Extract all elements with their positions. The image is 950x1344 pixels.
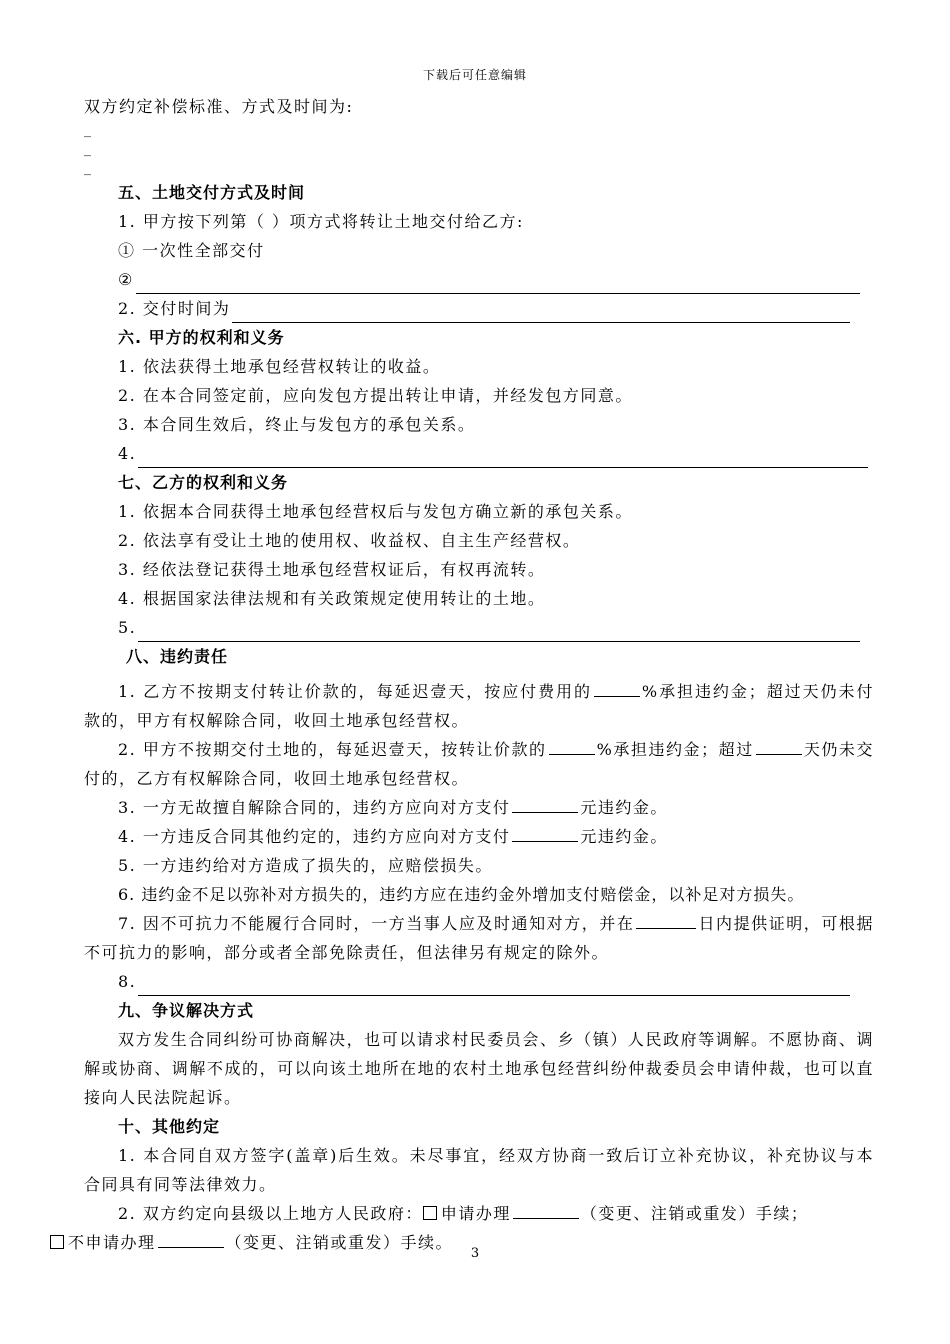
clause2-text-a: 2. 甲方不按期交付土地的，每延迟壹天，按转让价款的	[118, 740, 547, 759]
section7-item3: 3. 经依法登记获得土地承包经营权证后，有权再流转。	[118, 560, 546, 579]
clause8-blank[interactable]	[138, 977, 850, 996]
clause2-text-c: 天	[803, 740, 822, 759]
clause7-days-blank[interactable]	[636, 910, 696, 929]
section7-item1: 1. 依据本合同获得土地承包经营权后与发包方确立新的承包关系。	[118, 502, 633, 521]
clause4-amount-blank[interactable]	[512, 823, 578, 842]
section6-item4	[84, 439, 874, 468]
section8-clause8	[84, 967, 874, 996]
clause4-text-a: 4. 一方违反合同其他约定的，违约方应向对方支付	[118, 827, 511, 846]
section8-clause3	[84, 793, 874, 822]
delivery-time-label: 2. 交付时间为	[118, 299, 231, 318]
apply-blank[interactable]	[513, 1200, 579, 1219]
clause8-label: 8.	[118, 972, 137, 991]
section10-title: 十、其他约定	[118, 1117, 221, 1136]
clause2-text-b: %承担违约金；超过	[596, 740, 754, 759]
clause7-text-b: 日内提供证明，	[698, 914, 822, 933]
option2-blank[interactable]	[136, 275, 860, 294]
section6-title: 六. 甲方的权利和义务	[118, 328, 285, 347]
section6-item1: 1. 依法获得土地承包经营权转让的收益。	[118, 357, 441, 376]
header-watermark: 下载后可任意编辑	[422, 68, 527, 82]
delivery-time-blank[interactable]	[232, 304, 850, 323]
section6-item4-label: 4.	[118, 444, 137, 463]
intro-line: 双方约定补偿标准、方式及时间为:	[84, 97, 354, 116]
section7-item5-label: 5.	[118, 618, 137, 637]
section7-item5	[84, 613, 874, 642]
section5-option1: ① 一次性全部交付	[118, 241, 265, 260]
section5-option2	[84, 265, 874, 294]
clause3-text-b: 元违约金。	[580, 798, 668, 817]
section6-item2: 2. 在本合同签定前，应向发包方提出转让申请，并经发包方同意。	[118, 386, 633, 405]
section8-clause2	[84, 735, 874, 793]
apply-checkbox[interactable]	[423, 1206, 437, 1220]
section10-paragraph1: 1. 本合同自双方签字(盖章)后生效。未尽事宜，经双方协商一致后订立补充协议，补充协议与本合同具有同等法律效力。	[84, 1146, 874, 1194]
section5-title: 五、土地交付方式及时间	[118, 183, 306, 202]
clause3-amount-blank[interactable]	[512, 794, 578, 813]
option2-label: ②	[118, 270, 134, 289]
clause1-percent-blank[interactable]	[594, 678, 640, 697]
section5-item1: 1. 甲方按下列第（ ）项方式将转让土地交付给乙方:	[118, 212, 524, 231]
clause7-text-c: 可根据不可抗力的影响，部分或者全部免除责任，但法律另有规定的除外。	[84, 914, 874, 962]
clause1-text-a: 1. 乙方不按期支付转让价款的，每延迟壹天，按应付费用的	[118, 682, 592, 701]
clause3-text-a: 3. 一方无故擅自解除合同的，违约方应向对方支付	[118, 798, 511, 817]
section8-clause7	[84, 909, 874, 967]
section8-clause5: 5. 一方违约给对方造成了损失的，应赔偿损失。	[118, 856, 493, 875]
clause2-text-d: 仍未交付的，乙方有权解除合同，收回土地承包经营权。	[84, 740, 874, 788]
clause1-text-c: 天仍未付款的，甲方有权解除合同，收回土地承包经营权。	[84, 682, 874, 730]
section6-item3: 3. 本合同生效后，终止与发包方的承包关系。	[118, 415, 476, 434]
clause4-text-b: 元违约金。	[580, 827, 668, 846]
clause2-percent-blank[interactable]	[549, 736, 595, 755]
section5-item2	[84, 294, 874, 323]
page-number: 3	[470, 1246, 480, 1261]
section9-title: 九、争议解决方式	[118, 1001, 255, 1020]
section9-paragraph: 双方发生合同纠纷可协商解决，也可以请求村民委员会、乡（镇）人民政府等调解。不愿协商、调解或协商、调解不成的，可以向该土地所在地的农村土地承包经营纠纷仲裁委员会申请仲裁，也可以直接向人民法院起诉。	[84, 1030, 874, 1107]
section7-item2: 2. 依法享有受让土地的使用权、收益权、自主生产经营权。	[118, 531, 581, 550]
clause7-text-a: 7. 因不可抗力不能履行合同时，一方当事人应及时通知对方，并在	[118, 914, 635, 933]
apply-label: 申请办理	[440, 1204, 511, 1223]
section7-item5-blank[interactable]	[138, 623, 860, 642]
dash-line-1: _	[84, 122, 93, 138]
dash-line-2: _	[84, 141, 93, 157]
section7-item4: 4. 根据国家法律法规和有关政策规定使用转让的土地。	[118, 589, 546, 608]
section8-title: 八、违约责任	[126, 647, 229, 666]
section7-title: 七、乙方的权利和义务	[118, 473, 289, 492]
not-apply-label: 不申请办理	[68, 1233, 156, 1252]
section8-clause6: 6. 违约金不足以弥补对方损失的，违约方应在违约金外增加支付赔偿金，以补足对方损失。	[118, 885, 805, 904]
clause1-text-b: %承担违约金；超过	[641, 682, 803, 701]
document-body	[68, 92, 874, 1257]
section8-clause4	[84, 822, 874, 851]
clause10-2-text-c: （变更、注销或重发）手续；	[580, 1204, 809, 1223]
section6-item4-blank[interactable]	[138, 449, 868, 468]
dash-line-3: _	[84, 160, 93, 176]
clause2-days-blank[interactable]	[756, 736, 802, 755]
clause10-2-text-e: （变更、注销或重发）手续。	[225, 1233, 454, 1252]
clause10-2-text-a: 2. 双方约定向县级以上地方人民政府：	[118, 1204, 423, 1223]
section8-clause1	[84, 677, 874, 735]
